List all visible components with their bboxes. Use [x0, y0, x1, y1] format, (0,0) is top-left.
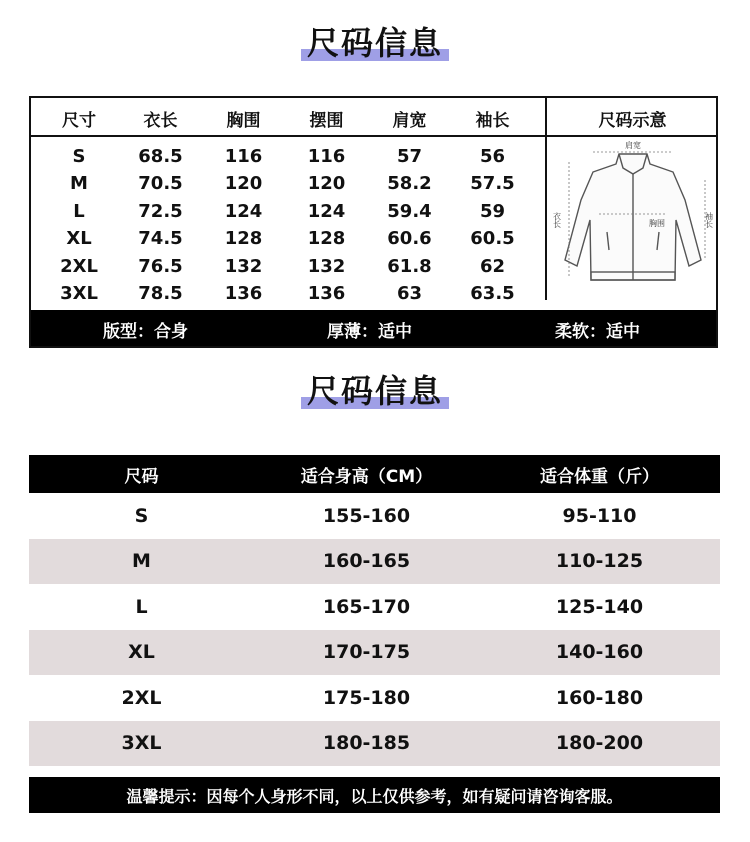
measure-cell: 76.5: [138, 255, 183, 277]
measure-cell: 78.5: [138, 283, 183, 304]
size-cell: 2XL: [60, 255, 98, 277]
measure-cell: 136: [224, 283, 263, 304]
measurement-table: [29, 96, 718, 348]
measure-cell: 120: [224, 173, 263, 195]
size-cell: XL: [66, 228, 92, 250]
size-cell: 3XL: [60, 283, 98, 304]
header-divider: [31, 135, 716, 137]
weight-cell: 160-180: [555, 686, 644, 709]
measure-cell: 63.5: [470, 283, 515, 304]
measure-cell: 59: [479, 200, 506, 222]
height-cell: 175-180: [322, 686, 411, 709]
measure-cell: 132: [307, 255, 346, 277]
diagram-label-length: 衣长: [552, 212, 562, 228]
measure-cell: 128: [224, 228, 263, 250]
fit-table-header: [29, 455, 720, 493]
measure-cell: 57.5: [470, 173, 515, 195]
measure-cell: 60.6: [387, 228, 432, 250]
header-hem: 摆围: [309, 111, 344, 131]
fit-table: [29, 455, 720, 766]
height-cell: 165-170: [322, 595, 411, 618]
size-cell: L: [73, 200, 85, 222]
size-cell: XL: [128, 641, 155, 664]
size-cell: M: [132, 550, 151, 573]
weight-cell: 180-200: [555, 732, 644, 755]
table-row: [29, 539, 720, 585]
height-cell: 155-160: [322, 504, 411, 527]
measure-cell: 124: [307, 200, 346, 222]
measure-cell: 57: [396, 146, 423, 167]
measure-cell: 128: [307, 228, 346, 250]
size-cell: 3XL: [121, 732, 162, 755]
diagram-label-sleeve: 袖长: [704, 212, 714, 228]
measure-cell: 116: [224, 146, 263, 167]
table-row: [29, 630, 720, 676]
thickness-label: 厚薄：适中: [327, 322, 412, 342]
measure-cell: 63: [396, 283, 423, 304]
weight-cell: 125-140: [555, 595, 644, 618]
diagram-label-shoulder: 肩宽: [625, 141, 641, 150]
measure-cell: 70.5: [138, 173, 183, 195]
section-title-1: [0, 18, 750, 64]
table-row: [29, 675, 720, 721]
measure-cell: 59.4: [387, 200, 432, 222]
jacket-diagram: [549, 140, 717, 290]
title-text: 尺码信息: [306, 372, 443, 410]
measure-cell: 116: [307, 146, 346, 167]
notice-bar: 温馨提示：因每个人身形不同，以上仅供参考，如有疑问请咨询客服。: [29, 777, 720, 813]
header-length: 衣长: [143, 111, 178, 131]
softness-label: 柔软：适中: [555, 322, 640, 342]
weight-cell: 95-110: [562, 504, 637, 527]
measure-cell: 132: [224, 255, 263, 277]
fit-label: 版型：合身: [103, 322, 188, 342]
weight-cell: 110-125: [555, 550, 644, 573]
attributes-bar: [31, 310, 716, 346]
measure-cell: 72.5: [138, 200, 183, 222]
header-diagram: 尺码示意: [598, 111, 667, 131]
height-cell: 160-165: [322, 550, 411, 573]
measure-cell: 120: [307, 173, 346, 195]
header-sleeve: 袖长: [475, 111, 510, 131]
measure-cell: 136: [307, 283, 346, 304]
height-cell: 170-175: [322, 641, 411, 664]
header-height: 适合身高（CM）: [300, 466, 433, 487]
table-row: [29, 721, 720, 767]
header-chest: 胸围: [226, 111, 261, 131]
size-cell: S: [134, 504, 149, 527]
measure-cell: 60.5: [470, 228, 515, 250]
table-row: [29, 584, 720, 630]
measure-cell: 74.5: [138, 228, 183, 250]
header-weight: 适合体重（斤）: [540, 466, 659, 487]
measure-cell: 58.2: [387, 173, 432, 195]
header-size: 尺码: [124, 466, 159, 487]
header-size: 尺寸: [62, 111, 96, 131]
section-title-2: [0, 366, 750, 412]
measure-cell: 68.5: [138, 146, 183, 167]
height-cell: 180-185: [322, 732, 411, 755]
size-cell: 2XL: [121, 686, 162, 709]
size-cell: M: [70, 173, 88, 195]
measure-cell: 61.8: [387, 255, 432, 277]
header-shoulder: 肩宽: [392, 111, 427, 131]
weight-cell: 140-160: [555, 641, 644, 664]
measure-cell: 56: [479, 146, 506, 167]
table-row: [29, 493, 720, 539]
size-cell: L: [135, 595, 148, 618]
size-cell: S: [72, 146, 86, 167]
title-text: 尺码信息: [306, 24, 443, 62]
measure-cell: 124: [224, 200, 263, 222]
measure-cell: 62: [479, 255, 506, 277]
diagram-label-chest: 胸围: [649, 219, 665, 228]
